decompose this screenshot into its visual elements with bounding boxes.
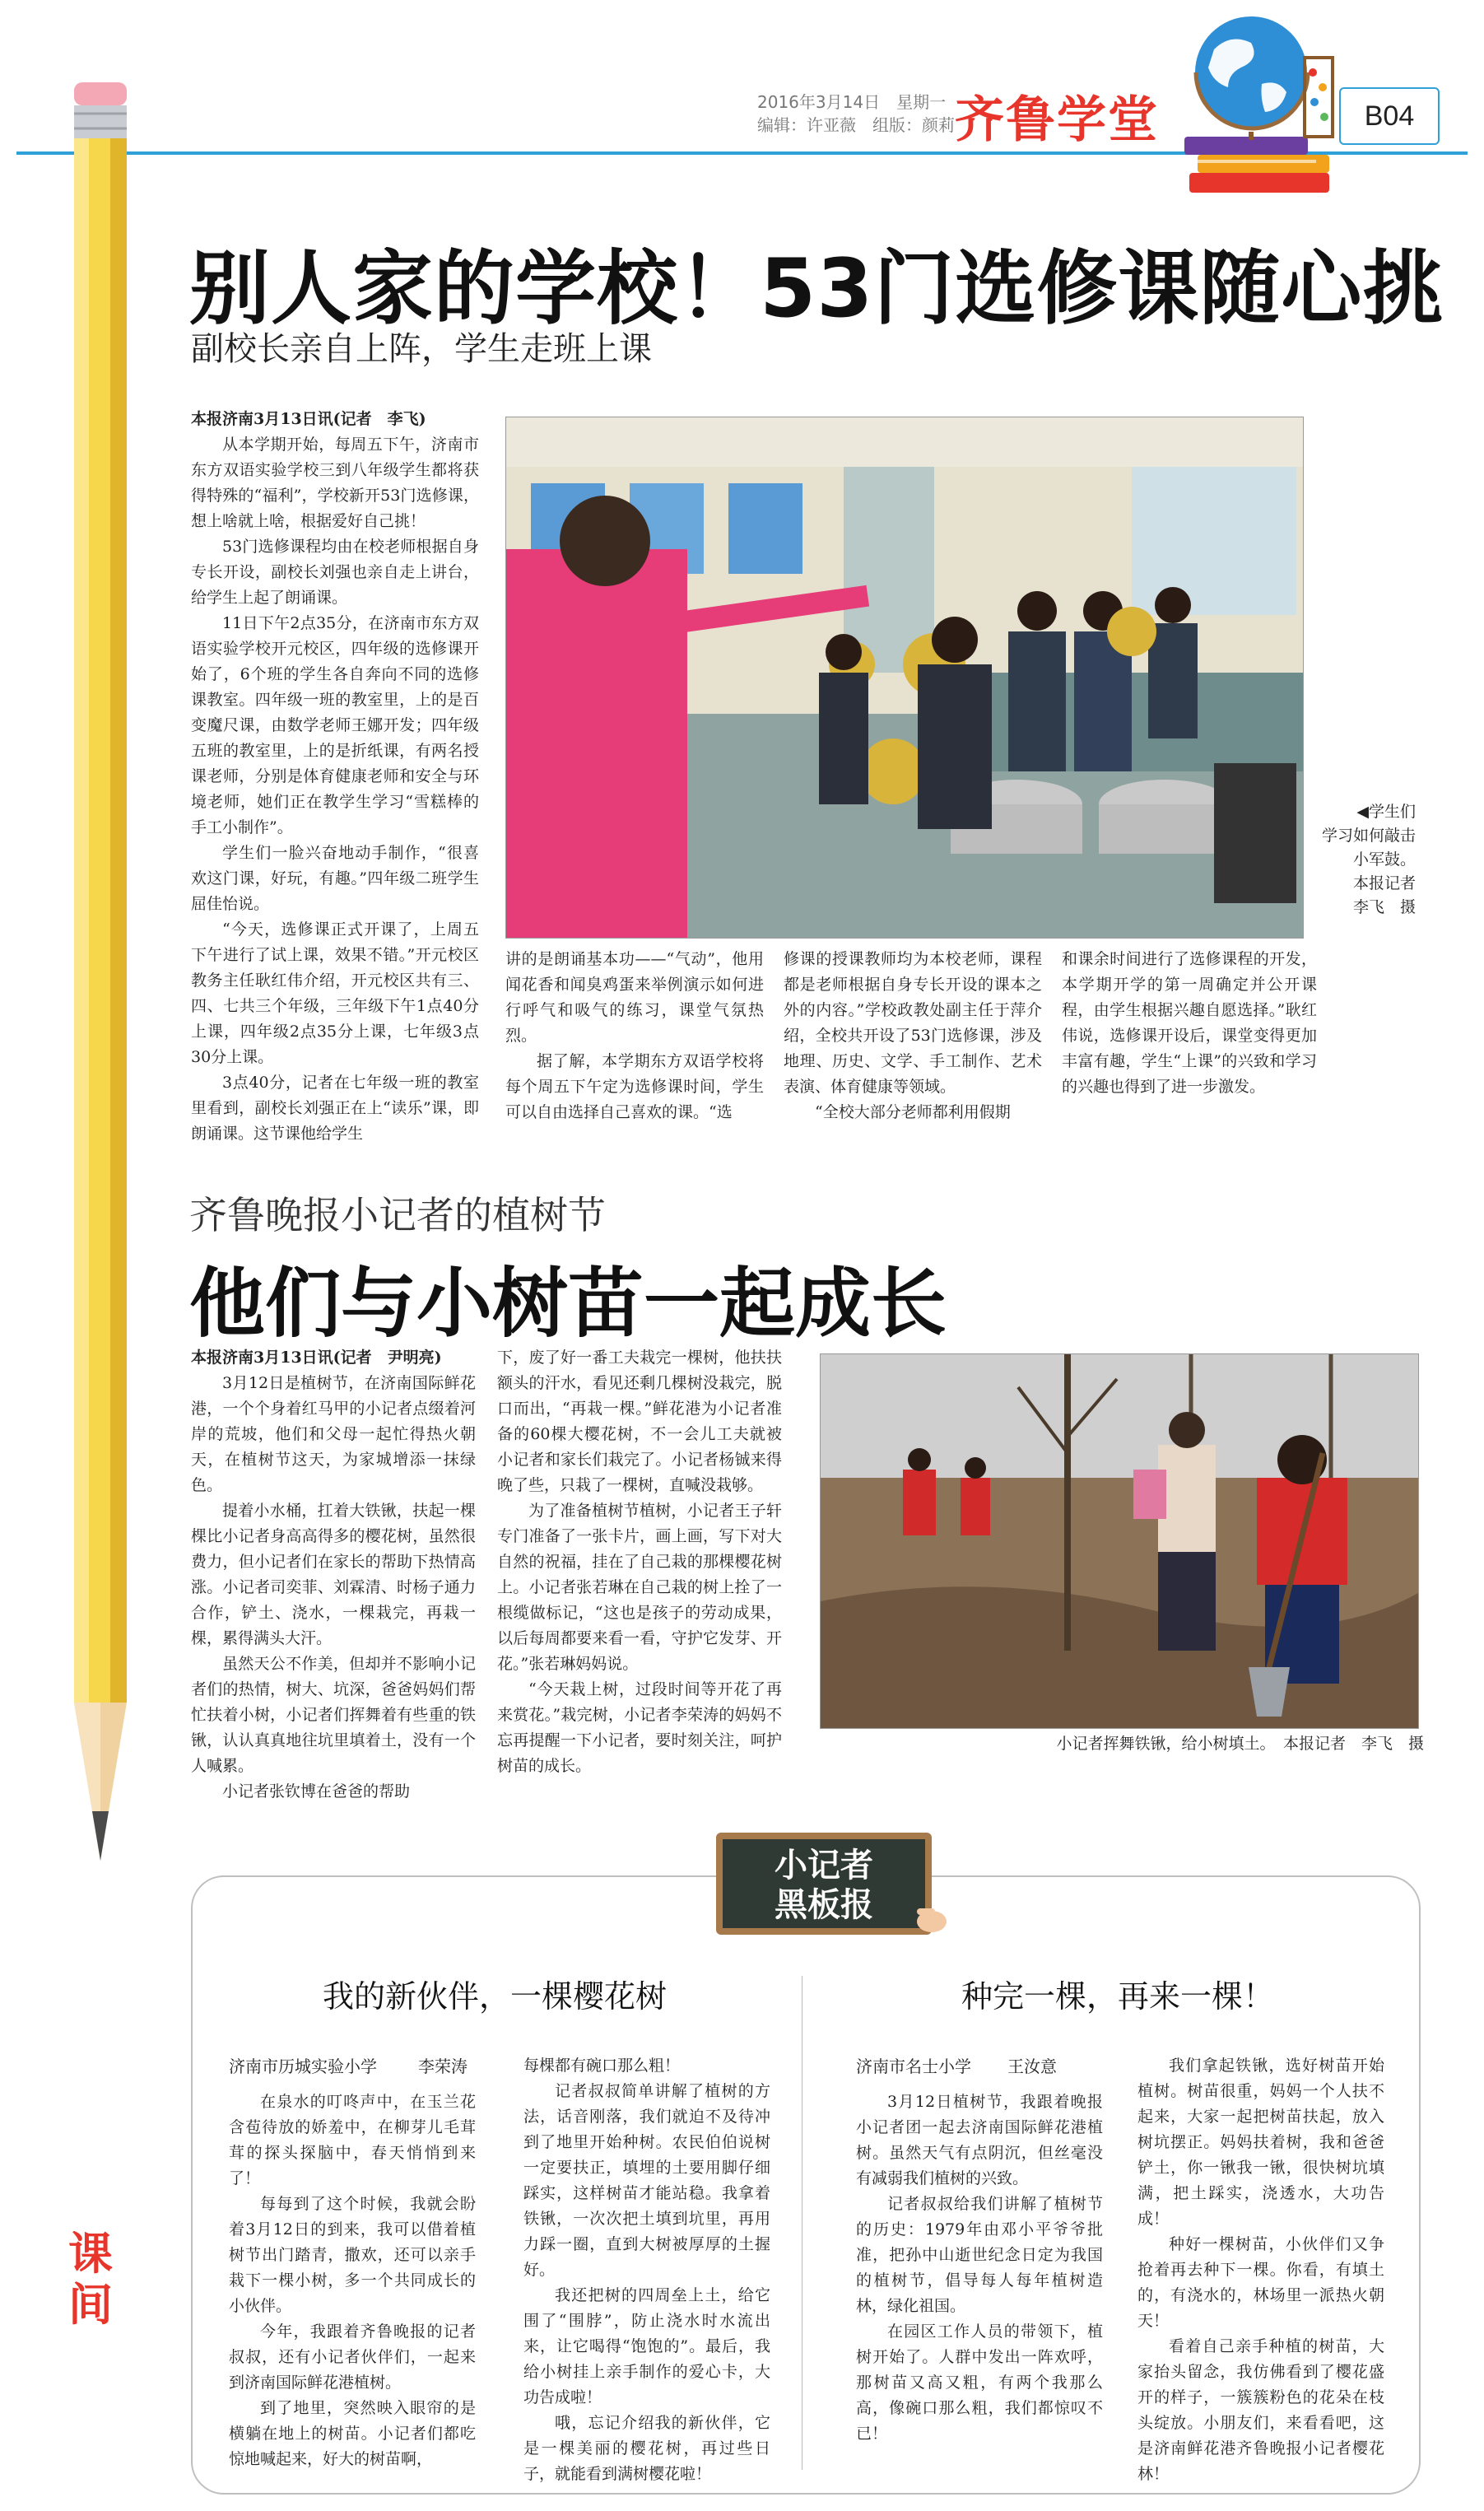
article1-column-2: [505, 947, 764, 1125]
article2-photo: [820, 1353, 1419, 1729]
paragraph: 每每到了这个时候，我就会盼着3月12日的到来，我可以借着植树节出门踏青，撒欢，还可以亲手栽下一棵小树，多一个共同成长的小伙伴。: [229, 2195, 476, 2315]
caption-line: 本报记者: [1352, 874, 1416, 892]
article1-column-1: [191, 407, 479, 1147]
classroom-photo-icon: [506, 417, 1303, 938]
article1-photo: [505, 417, 1304, 939]
paragraph: 我还把树的四周垒上土，给它围了“围脖”，防止浇水时水流出来，让它喝得“饱饱的”。最后，我给小树挂上亲手制作的爱心卡，大功告成啦！: [523, 2286, 770, 2406]
paragraph: “今天栽上树，过段时间等开花了再来赏花。”栽完树，小记者李荣涛的妈妈不忘再提醒一下小记者，要时刻关注，呵护树苗的成长。: [497, 1680, 782, 1775]
bb-right-column-1: [856, 2089, 1103, 2447]
paragraph: 在泉水的叮咚声中，在玉兰花含苞待放的娇羞中，在柳芽儿毛茸茸的探头探脑中，春天悄悄到来了！: [229, 2093, 476, 2187]
article2-column-2: [497, 1345, 782, 1779]
paragraph: “今天，选修课正式开课了，上周五下午进行了试上课，效果不错。”开元校区教务主任耿红伟介绍，开元校区共有三、四、七共三个年级，三年级下午1点40分上课，四年级2点35分上课，七年级3点30分上课。: [191, 920, 479, 1066]
bb-right-title: 种完一棵，再来一棵！: [961, 1978, 1275, 2015]
caption-line: ◀学生们: [1356, 803, 1416, 821]
hand-pointer-icon: [914, 1902, 951, 1935]
blackboard-badge: [716, 1833, 932, 1935]
page-number: B04: [1339, 87, 1440, 145]
paragraph: 和课余时间进行了选修课程的开发，本学期开学的第一周确定并公开课程，由学生根据兴趣自愿选择。”耿红伟说，选修课开设后，课堂变得更加丰富有趣，学生“上课”的兴致和学习的兴趣也得到了进一步激发。: [1062, 950, 1317, 1096]
paragraph: 看着自己亲手种植的树苗，大家抬头留念，我仿佛看到了樱花盛开的样子，一簇簇粉色的花朵在枝头绽放。小朋友们，来看看吧，这是济南鲜花港齐鲁晚报小记者樱花林！: [1137, 2337, 1384, 2483]
paragraph: 每棵都有碗口那么粗！: [523, 2057, 681, 2075]
paragraph: 3月12日植树节，我跟着晚报小记者团一起去济南国际鲜花港植树。虽然天气有点阴沉，但丝毫没有减弱我们植树的兴致。: [856, 2093, 1103, 2187]
badge-line: 黑板报: [775, 1886, 873, 1924]
globe-books-icon: [1165, 8, 1337, 206]
paragraph: 53门选修课程均由在校老师根据自身专长开设，副校长刘强也亲自走上讲台，给学生上起了朗诵课。: [191, 538, 479, 607]
article2-photo-caption: 小记者挥舞铁锹，给小树填土。 本报记者 李飞 摄: [1056, 1735, 1424, 1753]
paragraph: 修课的授课教师均为本校老师，课程都是老师根据自身专长开设的课本之外的内容。”学校政教处副主任于萍介绍，全校共开设了53门选修课，涉及地理、历史、文学、手工制作、艺术表演、体育健康等领域。: [784, 950, 1042, 1096]
paragraph: 3月12日是植树节，在济南国际鲜花港，一个个身着红马甲的小记者点缀着河岸的荒坡，他们和父母一起忙得热火朝天，在植树节这天，为家城增添一抹绿色。: [191, 1374, 476, 1494]
article2-kicker: 齐鲁晚报小记者的植树节: [189, 1193, 606, 1237]
side-label-kejian: 课间: [68, 2227, 113, 2331]
paragraph: 提着小水桶，扛着大铁锹，扶起一棵棵比小记者身高高得多的樱花树，虽然很费力，但小记者们在家长的帮助下热情高涨。小记者司奕菲、刘霖清、时杨子通力合作，铲土、浇水，一棵栽完，再栽一棵，累得满头大汗。: [191, 1502, 476, 1647]
issue-editors: 编辑：许亚薇 组版：颜莉: [757, 115, 955, 135]
bb-left-column-2: [523, 2053, 770, 2487]
paragraph: 我们拿起铁锹，选好树苗开始植树。树苗很重，妈妈一个人扶不起来，大家一起把树苗扶起，放入树坑摆正。妈妈扶着树，我和爸爸铲土，你一锹我一锹，很快树坑填满，把土踩实，浇透水，大功告成！: [1137, 2057, 1384, 2228]
bb-right-column-2: [1137, 2053, 1384, 2487]
paragraph: 到了地里，突然映入眼帘的是横躺在地上的树苗。小记者们都吃惊地喊起来，好大的树苗啊，: [229, 2399, 476, 2468]
issue-date: 2016年3月14日 星期一: [757, 92, 947, 112]
article1-dateline: 本报济南3月13日讯(记者 李飞): [191, 410, 426, 428]
paragraph: 据了解，本学期东方双语学校将每个周五下午定为选修课时间，学生可以自由选择自己喜欢的课。“选: [505, 1052, 764, 1121]
badge-line: 小记者: [775, 1847, 873, 1884]
bb-left-title: 我的新伙伴，一棵樱花树: [323, 1978, 668, 2015]
issue-info: [757, 91, 955, 137]
paragraph: 讲的是朗诵基本功——“气动”，他用闻花香和闻臭鸡蛋来举例演示如何进行呼气和吸气的练习，课堂气氛热烈。: [505, 950, 764, 1045]
paragraph: 为了准备植树节植树，小记者王子轩专门准备了一张卡片，画上画，写下对大自然的祝福，挂在了自己栽的那棵樱花树上。小记者张若琳在自己栽的树上拴了一根缆做标记，“这也是孩子的劳动成果，以后每周都要来看一看，守护它发芽、开花。”张若琳妈妈说。: [497, 1502, 782, 1673]
pencil-icon: [67, 82, 133, 1877]
paragraph: 记者叔叔给我们讲解了植树节的历史：1979年由邓小平爷爷批准，把孙中山逝世纪念日定为我国的植树节，倡导每人每年植树造林，绿化祖国。: [856, 2195, 1103, 2315]
paragraph: 种好一棵树苗，小伙伴们又争抢着再去种下一棵。你看，有填土的，有浇水的，林场里一派热火朝天！: [1137, 2235, 1384, 2330]
article1-headline: 别人家的学校！53门选修课随心挑: [189, 242, 1444, 336]
bb-left-author: 李荣涛: [418, 2057, 468, 2076]
article2-column-1: [191, 1345, 476, 1805]
bb-right-author: 王汝意: [1007, 2057, 1057, 2076]
paragraph: 下，废了好一番工夫栽完一棵树，他扶扶额头的汗水，看见还剩几棵树没栽完，脱口而出，“再栽一棵。”鲜花港为小记者准备的60棵大樱花树，不一会儿工夫就被小记者和家长们栽完了。小记者杨铖来得晚了些，只栽了一棵树，直喊没栽够。: [497, 1349, 782, 1494]
paragraph: 在园区工作人员的带领下，植树开始了。人群中发出一阵欢呼，那树苗又高又粗，有两个我那么高，像碗口那么粗，我们都惊叹不已！: [856, 2322, 1103, 2443]
paragraph: 学生们一脸兴奋地动手制作，“很喜欢这门课，好玩，有趣。”四年级二班学生屈佳怡说。: [191, 844, 479, 913]
caption-line: 小军鼓。: [1352, 850, 1416, 869]
paragraph: “全校大部分老师都利用假期: [815, 1103, 1011, 1121]
article2-headline: 他们与小树苗一起成长: [189, 1260, 947, 1348]
bb-left-column-1: [229, 2089, 476, 2472]
bb-right-school: 济南市名士小学: [856, 2057, 971, 2076]
article1-column-3: [784, 947, 1042, 1125]
paragraph: 虽然天公不作美，但却并不影响小记者们的热情，树大、坑深，爸爸妈妈们帮忙扶着小树，小记者们挥舞着有些重的铁锹，认认真真地往坑里填着土，没有一个人喊累。: [191, 1655, 476, 1775]
article2-dateline: 本报济南3月13日讯(记者 尹明亮): [191, 1349, 442, 1367]
paragraph: 11日下午2点35分，在济南市东方双语实验学校开元校区，四年级的选修课开始了，6个班的学生各自奔向不同的选修课教室。四年级一班的教室里，上的是百变魔尺课，由数学老师王娜开发；四年级五班的教室里，上的是折纸课，有两名授课老师，分别是体育健康老师和安全与环境老师，她们正在教学生学习“雪糕棒的手工小制作”。: [191, 614, 479, 836]
caption-line: 学习如何敲击: [1321, 827, 1416, 845]
caption-line: 李飞 摄: [1352, 898, 1416, 916]
paragraph: 3点40分，记者在七年级一班的教室里看到，副校长刘强正在上“读乐”课，即朗诵课。这节课他给学生: [191, 1074, 479, 1143]
paragraph: 从本学期开始，每周五下午，济南市东方双语实验学校三到八年级学生都将获得特殊的“福利”，学校新开53门选修课，想上啥就上啥，根据爱好自己挑！: [191, 436, 479, 530]
paragraph: 今年，我跟着齐鲁晚报的记者叔叔，还有小记者伙伴们，一起来到济南国际鲜花港植树。: [229, 2322, 476, 2392]
paragraph: 记者叔叔简单讲解了植树的方法，话音刚落，我们就迫不及待冲到了地里开始种树。农民伯伯说树一定要扶正，填埋的土要用脚仔细踩实，这样树苗才能站稳。我拿着铁锹，一次次把土填到坑里，再用力踩一圈，直到大树被厚厚的土握好。: [523, 2082, 770, 2279]
section-title: 齐鲁学堂: [955, 91, 1159, 149]
tree-planting-photo-icon: [821, 1354, 1418, 1728]
bb-left-school: 济南市历城实验小学: [229, 2057, 377, 2076]
article1-subhead: 副校长亲自上阵，学生走班上课: [191, 330, 652, 368]
paragraph: 哦，忘记介绍我的新伙伴，它是一棵美丽的樱花树，再过些日子，就能看到满树樱花啦！: [523, 2414, 770, 2483]
article1-column-4: [1062, 947, 1317, 1100]
paragraph: 小记者张钦博在爸爸的帮助: [222, 1782, 411, 1801]
article1-photo-caption: [1309, 800, 1416, 920]
